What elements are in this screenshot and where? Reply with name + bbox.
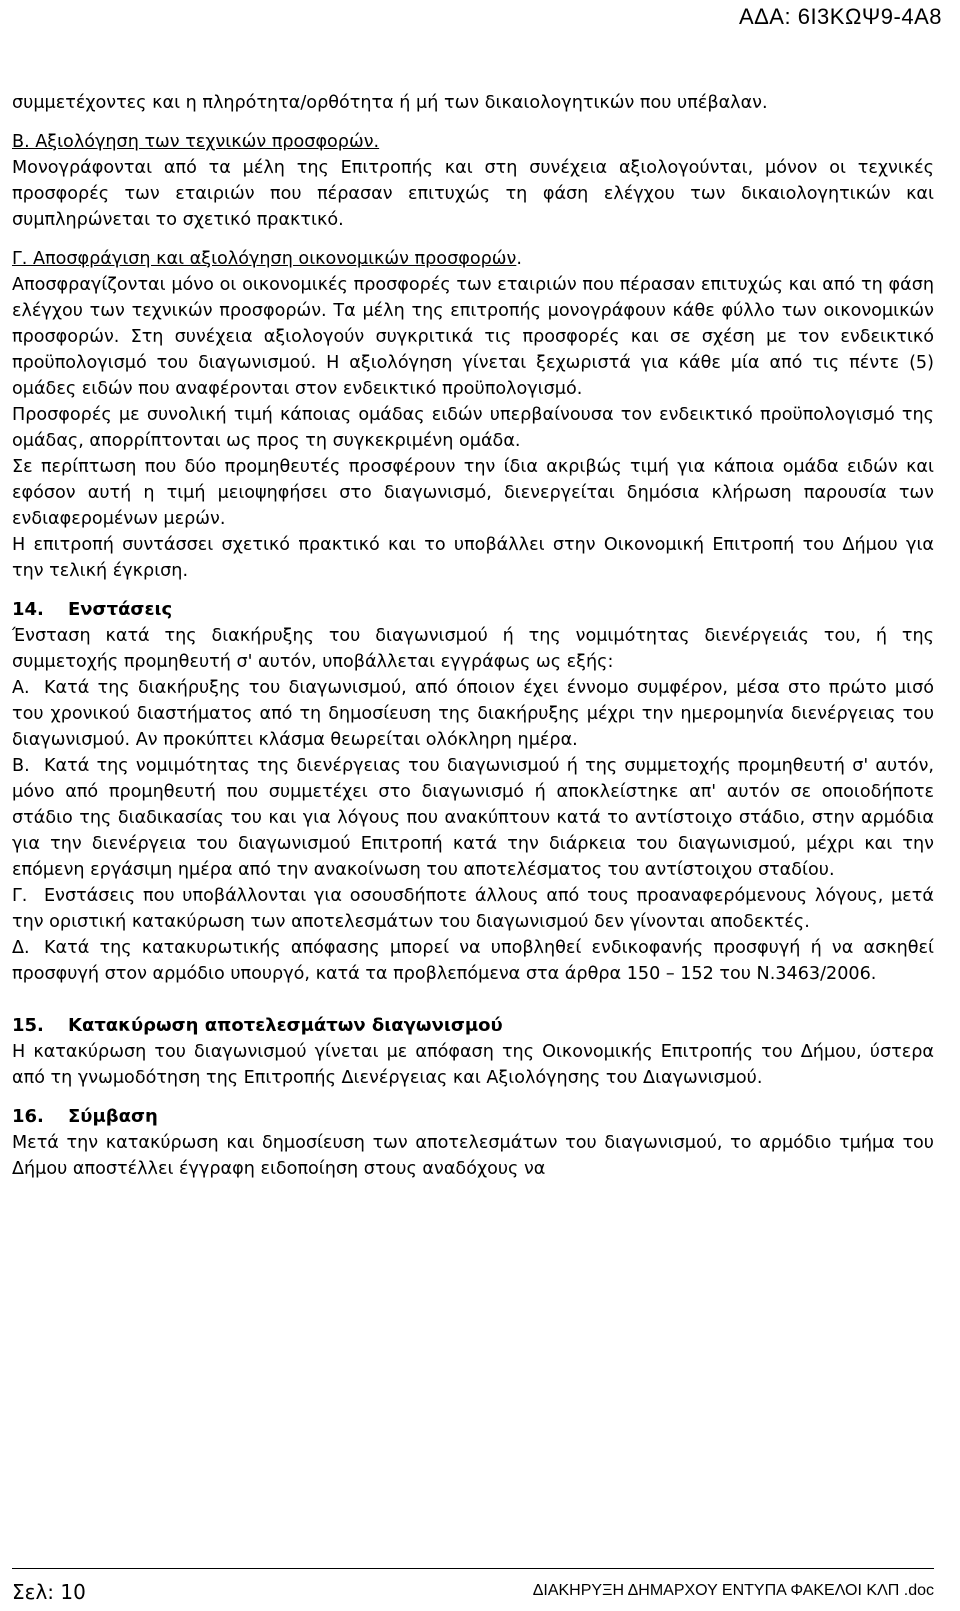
page-footer: [12, 1568, 934, 1604]
item-label: Δ.: [12, 938, 30, 958]
section-16-text: Μετά την κατακύρωση και δημοσίευση των αποτελεσμάτων του διαγωνισμού, το αρμόδιο τμήμα του Δήμου αποστέλλει έγγραφη ειδοποίηση στους αναδόχους να: [12, 1133, 934, 1179]
section-14-item: [12, 753, 934, 883]
section-14-item: [12, 883, 934, 935]
intro-paragraph: συμμετέχοντες και η πληρότητα/ορθότητα ή μή των δικαιολογητικών που υπέβαλαν.: [12, 93, 768, 113]
page-number: Σελ: 10: [12, 1580, 86, 1604]
section-15-title: Κατακύρωση αποτελεσμάτων διαγωνισμού: [68, 1015, 503, 1036]
section-16-title: Σύμβαση: [68, 1106, 158, 1127]
section-14-number: 14.: [12, 599, 44, 620]
item-text: Κατά της κατακυρωτικής απόφασης μπορεί να υποβληθεί ενδικοφανής προσφυγή ή να ασκηθεί προσφυγή στον αρμόδιο υπουργό, κατά τα προβλεπόμενα στα άρθρα 150 – 152 του Ν.3463/2006.: [12, 938, 934, 984]
section-b-text: Μονογράφονται από τα μέλη της Επιτροπής και στη συνέχεια αξιολογούνται, μόνον οι τεχνικές προσφορές των εταιριών που πέρασαν επιτυχώς τη φάση ελέγχου των δικαιολογητικών και συμπληρώνεται το σχετικό πρακτικό.: [12, 158, 934, 230]
section-g-title-end: .: [516, 249, 522, 269]
footer-filename: ΔΙΑΚΗΡΥΞΗ ΔΗΜΑΡΧΟΥ ΕΝΤΥΠΑ ΦΑΚΕΛΟΙ ΚΛΠ .doc: [532, 1582, 934, 1599]
item-label: Α.: [12, 678, 30, 698]
section-16-heading: [12, 1104, 934, 1130]
item-text: Κατά της διακήρυξης του διαγωνισμού, από όποιον έχει έννομο συμφέρον, μέσα στο πρώτο μισό του χρονικού διαστήματος από τη δημοσίευση της διακήρυξης μέχρι την ημερομηνία διενέργειας του διαγωνισμού. Αν προκύπτει κλάσμα θεωρείται ολόκληρη ημέρα.: [12, 678, 934, 750]
section-14-title: Ενστάσεις: [68, 599, 173, 620]
section-15-number: 15.: [12, 1015, 44, 1036]
section-g-title: [12, 246, 934, 272]
section-14-item: [12, 675, 934, 753]
item-text: Κατά της νομιμότητας της διενέργειας του διαγωνισμού ή της συμμετοχής προμηθευτή σ' αυτόν, μόνο από προμηθευτή που συμμετέχει στο διαγωνισμό ή αποκλείστηκε απ' αυτόν σε οποιοδήποτε στάδιο της διαδικασίας του και για λόγους που ανακύπτουν κατά το αντίστοιχο στάδιο, στην αρμόδια για την διενέργεια του διαγωνισμού Επιτροπή κατά την διάρκεια του διαγωνισμού, μέχρι και την επόμενη εργάσιμη ημέρα από την ανακοίνωση του αποτελέσματος του αντίστοιχου σταδίου.: [12, 756, 934, 880]
footer-rule: [12, 1568, 934, 1569]
section-g-paragraph: Η επιτροπή συντάσσει σχετικό πρακτικό και το υποβάλλει στην Οικονομική Επιτροπή του Δήμου για την τελική έγκριση.: [12, 535, 934, 581]
ada-code: ΑΔΑ: 6Ι3ΚΩΨ9-4Α8: [738, 4, 942, 29]
document-body: [12, 90, 934, 1182]
section-15-text: Η κατακύρωση του διαγωνισμού γίνεται με απόφαση της Οικονομικής Επιτροπής του Δήμου, ύστερα από τη γνωμοδότηση της Επιτροπής Διενέργειας και Αξιολόγησης του Διαγωνισμού.: [12, 1042, 934, 1088]
section-14-intro: Ένσταση κατά της διακήρυξης του διαγωνισμού ή της νομιμότητας διενέργειάς του, ή της συμμετοχής προμηθευτή σ' αυτόν, υποβάλλεται εγγράφως ως εξής:: [12, 626, 934, 672]
section-g-paragraph: Αποσφραγίζονται μόνο οι οικονομικές προσφορές των εταιριών που πέρασαν επιτυχώς και από τη φάση ελέγχου των τεχνικών προσφορών. Τα μέλη της επιτροπής μονογράφουν κάθε φύλλο των οικονομικών προσφορών. Στη συνέχεια αξιολογούν συγκριτικά τις προσφορές και σε σχέση με τον ενδεικτικό προϋπολογισμό του διαγωνισμού. Η αξιολόγηση γίνεται ξεχωριστά για κάθε μία από τις πέντε (5) ομάδες ειδών που αναφέρονται στον ενδεικτικό προϋπολογισμό.: [12, 275, 934, 399]
section-g-paragraph: Σε περίπτωση που δύο προμηθευτές προσφέρουν την ίδια ακριβώς τιμή για κάποια ομάδα ειδών και εφόσον αυτή η τιμή μειοψηφήσει στο διαγωνισμό, διενεργείται δημόσια κλήρωση παρουσία των ενδιαφερομένων μερών.: [12, 457, 934, 529]
section-15-heading: [12, 1013, 934, 1039]
section-14-item: [12, 935, 934, 987]
section-g-title-text: Γ. Αποσφράγιση και αξιολόγηση οικονομικών προσφορών: [12, 249, 517, 269]
section-14-heading: [12, 597, 934, 623]
item-text: Ενστάσεις που υποβάλλονται για οσουσδήποτε άλλους από τους προαναφερόμενους λόγους, μετά την οριστική κατακύρωση των αποτελεσμάτων του διαγωνισμού δεν γίνονται αποδεκτές.: [12, 886, 934, 932]
item-label: Β.: [12, 756, 30, 776]
section-g-paragraph: Προσφορές με συνολική τιμή κάποιας ομάδας ειδών υπερβαίνουσα τον ενδεικτικό προϋπολογισμό της ομάδας, απορρίπτονται ως προς τη συγκεκριμένη ομάδα.: [12, 405, 934, 451]
section-b-title: Β. Αξιολόγηση των τεχνικών προσφορών.: [12, 132, 380, 152]
item-label: Γ.: [12, 886, 28, 906]
section-16-number: 16.: [12, 1106, 44, 1127]
